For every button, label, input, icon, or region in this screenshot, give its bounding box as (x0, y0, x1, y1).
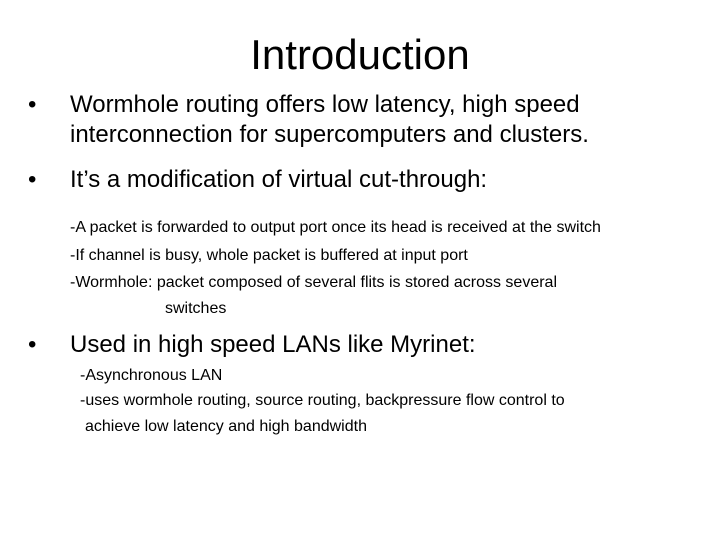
bullet-text (70, 165, 487, 195)
bullet-dot: • (28, 166, 37, 193)
sub-point: achieve low latency and high bandwidth (85, 418, 367, 435)
bullet-line: Wormhole routing offers low latency, high speed (70, 91, 580, 118)
slide-title: Introduction (250, 31, 470, 78)
bullet-line: It’s a modification of virtual cut-through: (70, 166, 488, 193)
bullet-dot: • (28, 91, 37, 118)
bullet-line: interconnection for supercomputers and clusters. (70, 121, 589, 148)
sub-point: switches (165, 300, 227, 317)
sub-point: -Asynchronous LAN (80, 367, 223, 384)
sub-point: -Wormhole: packet composed of several flits is stored across several (70, 274, 558, 291)
sub-point: -If channel is busy, whole packet is buffered at input port (70, 247, 468, 264)
bullet-text (70, 330, 476, 360)
sub-point: -A packet is forwarded to output port once its head is received at the switch (70, 219, 601, 236)
sub-point: -uses wormhole routing, source routing, backpressure flow control to (80, 392, 565, 409)
bullet-line: Used in high speed LANs like Myrinet: (70, 331, 476, 358)
bullet-dot: • (28, 331, 37, 358)
bullet-text (70, 90, 589, 150)
